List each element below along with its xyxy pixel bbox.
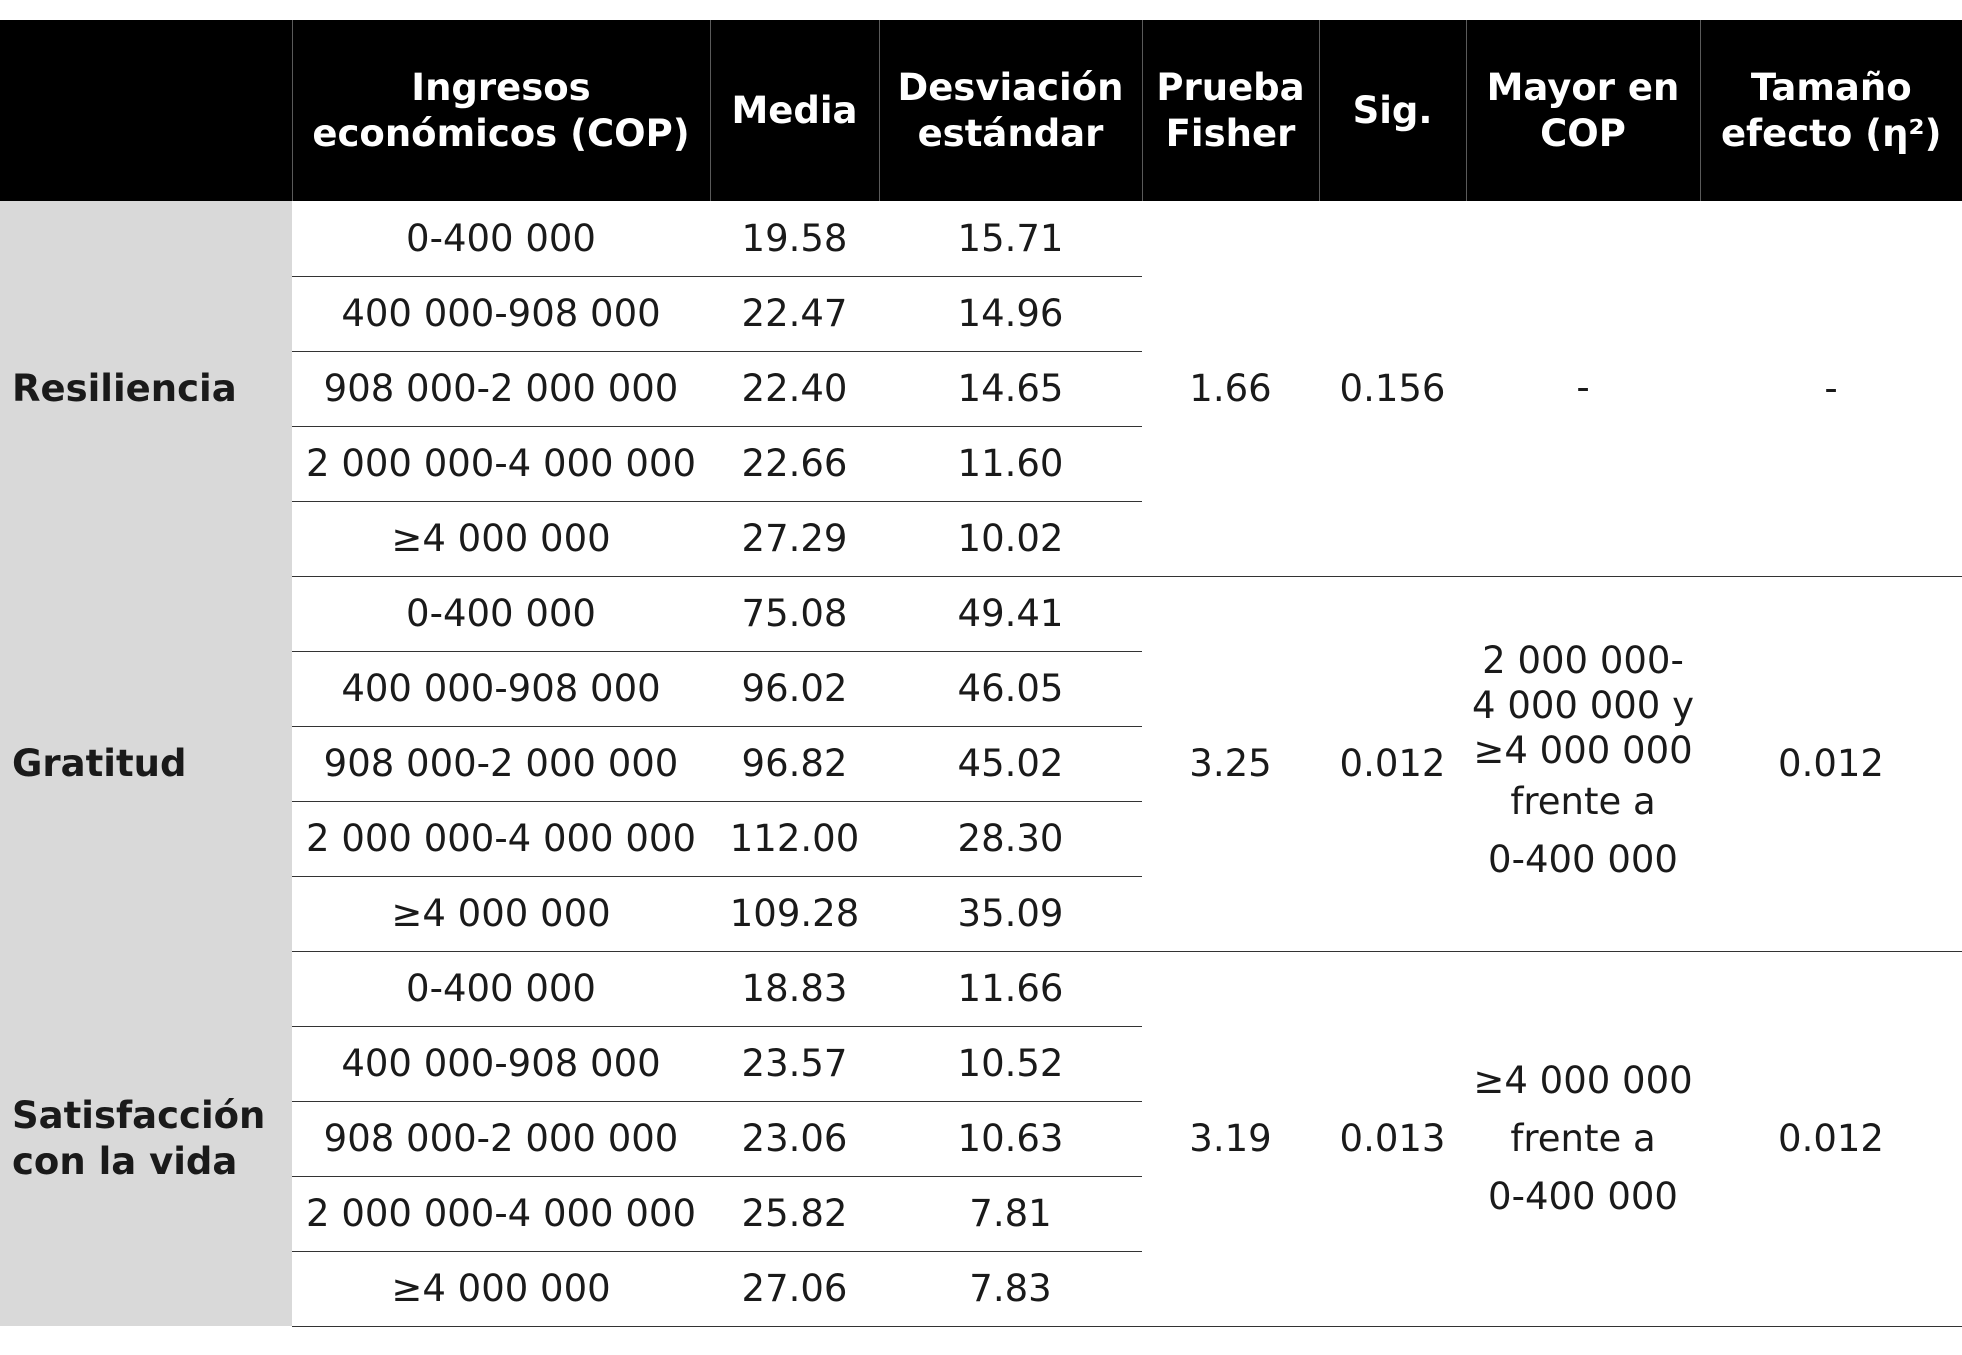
variable-name: Satisfacción con la vida [0,951,292,1326]
header-income: Ingresos económicos (COP) [292,20,710,201]
higher-in-cop-line: 4 000 000 y [1472,684,1694,727]
header-row [0,20,1962,201]
sd-value: 11.60 [879,426,1142,501]
variable-name: Gratitud [0,576,292,951]
sd-value: 10.52 [879,1026,1142,1101]
income-range: 908 000-2 000 000 [292,726,710,801]
table-body [0,201,1962,1326]
mean-value: 22.40 [710,351,879,426]
mean-value: 75.08 [710,576,879,651]
sig-value: 0.013 [1319,951,1466,1326]
higher-in-cop [1466,576,1700,951]
higher-in-cop-line: ≥4 000 000 [1473,1058,1693,1102]
sd-value: 35.09 [879,876,1142,951]
income-range: 0-400 000 [292,576,710,651]
table-row [0,951,1962,1026]
mean-value: 27.29 [710,501,879,576]
sd-value: 7.83 [879,1251,1142,1326]
header-variable [0,20,292,201]
higher-in-cop-line: frente a [1510,780,1656,823]
higher-in-cop [1466,951,1700,1326]
higher-in-cop-line: 0-400 000 [1488,838,1678,881]
higher-in-cop-line: ≥4 000 000 [1473,729,1693,772]
effect-size: - [1824,366,1838,410]
income-range: 2 000 000-4 000 000 [292,1176,710,1251]
stats-table [0,20,1962,1327]
variable-name: Resiliencia [0,201,292,576]
sig-value: 0.012 [1319,576,1466,951]
income-range: ≥4 000 000 [292,876,710,951]
fisher-value: 3.25 [1142,576,1319,951]
effect-size: 0.012 [1700,951,1962,1326]
effect-size: 0.012 [1700,576,1962,951]
sd-value: 7.81 [879,1176,1142,1251]
higher-in-cop-line: 0-400 000 [1488,1174,1678,1218]
header-mean: Media [710,20,879,201]
sd-value: 49.41 [879,576,1142,651]
higher-in-cop-line: frente a [1510,1116,1656,1160]
mean-value: 27.06 [710,1251,879,1326]
sd-value: 11.66 [879,951,1142,1026]
mean-value: 22.66 [710,426,879,501]
sd-value: 10.02 [879,501,1142,576]
mean-value: 23.06 [710,1101,879,1176]
mean-value: 23.57 [710,1026,879,1101]
income-range: 0-400 000 [292,951,710,1026]
higher-in-cop-line: - [1576,366,1590,410]
higher-in-cop [1466,201,1700,576]
header-sd: Desviación estándar [879,20,1142,201]
sd-value: 14.65 [879,351,1142,426]
header-sig: Sig. [1319,20,1466,201]
header-higher: Mayor en COP [1466,20,1700,201]
mean-value: 96.82 [710,726,879,801]
sig-value: 0.156 [1339,366,1446,410]
header-effect: Tamaño efecto (η²) [1700,20,1962,201]
income-range: ≥4 000 000 [292,501,710,576]
income-range: 908 000-2 000 000 [292,351,710,426]
income-range: 2 000 000-4 000 000 [292,426,710,501]
income-range: 2 000 000-4 000 000 [292,801,710,876]
mean-value: 96.02 [710,651,879,726]
fisher-value: 1.66 [1189,366,1272,410]
income-range: 400 000-908 000 [292,276,710,351]
sd-value: 28.30 [879,801,1142,876]
mean-value: 19.58 [741,216,848,260]
table-row [0,201,1962,276]
income-range: 400 000-908 000 [292,651,710,726]
sd-value: 45.02 [879,726,1142,801]
income-range: 0-400 000 [406,216,596,260]
mean-value: 112.00 [710,801,879,876]
table-row [0,576,1962,651]
mean-value: 18.83 [710,951,879,1026]
header-fisher: Prueba Fisher [1142,20,1319,201]
income-range: ≥4 000 000 [292,1251,710,1326]
sd-value: 10.63 [879,1101,1142,1176]
higher-in-cop-line: 2 000 000- [1482,639,1684,682]
mean-value: 22.47 [710,276,879,351]
mean-value: 109.28 [710,876,879,951]
mean-value: 25.82 [710,1176,879,1251]
sd-value: 14.96 [879,276,1142,351]
income-range: 400 000-908 000 [292,1026,710,1101]
sd-value: 15.71 [957,216,1064,260]
sd-value: 46.05 [879,651,1142,726]
income-range: 908 000-2 000 000 [292,1101,710,1176]
fisher-value: 3.19 [1142,951,1319,1326]
